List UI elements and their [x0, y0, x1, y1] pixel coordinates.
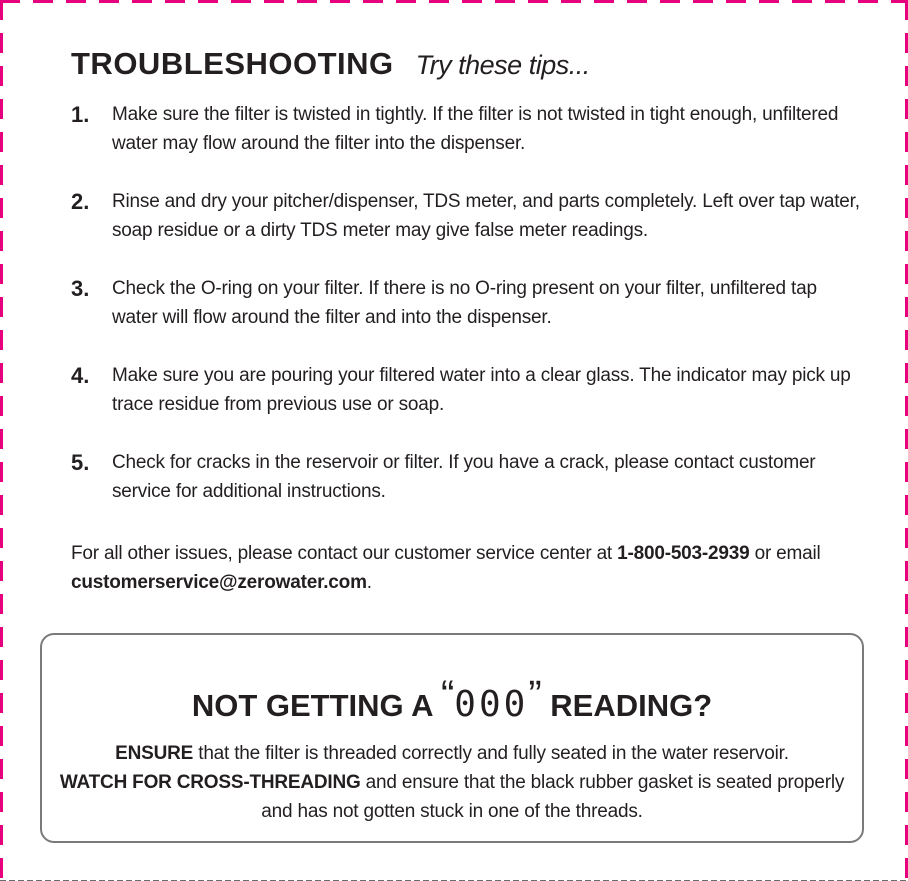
reading-title-after: READING?: [541, 688, 713, 723]
tip-text: Rinse and dry your pitcher/dispenser, TDS meter, and parts completely. Left over tap water, soap residue or a dirty TDS meter may give false meter readings.: [112, 191, 860, 241]
contact-paragraph: [71, 539, 871, 597]
tip-number: 1.: [71, 102, 90, 127]
reading-title-before: NOT GETTING A: [191, 688, 441, 723]
reading-instructions: [42, 739, 862, 826]
watch-label: WATCH FOR CROSS-THREADING: [59, 772, 361, 793]
tip-text: Make sure the filter is twisted in tightly. If the filter is not twisted in tight enough, unfiltered water may flow around the filter into the dispenser.: [112, 104, 839, 154]
tip-text: Check for cracks in the reservoir or filter. If you have a crack, please contact customer service for additional instructions.: [112, 452, 816, 502]
open-quote: “: [440, 673, 455, 717]
tip-item: [71, 187, 861, 274]
tips-list: [71, 100, 861, 535]
ensure-text: that the filter is threaded correctly and fully seated in the water reservoir.: [193, 743, 789, 764]
contact-intro: For all other issues, please contact our customer service center at: [71, 543, 618, 564]
cut-line-left: [0, 0, 3, 881]
close-quote: ”: [528, 673, 542, 717]
watch-text: and ensure that the black rubber gasket is seated properly and has not gotten stuck in one of the threads.: [261, 772, 845, 822]
tip-item: [71, 448, 861, 535]
tip-number: 5.: [71, 450, 90, 475]
contact-middle: or email: [749, 543, 821, 564]
digital-readout: 000: [454, 684, 529, 725]
email-address: customerservice@zerowater.com: [71, 572, 367, 593]
phone-number: 1-800-503-2939: [617, 543, 750, 564]
tip-item: [71, 361, 861, 448]
ensure-label: ENSURE: [115, 743, 194, 764]
troubleshooting-heading: [71, 46, 590, 82]
heading-title: TROUBLESHOOTING: [71, 46, 394, 81]
heading-subtitle: Try these tips...: [415, 50, 590, 80]
tip-item: [71, 100, 861, 187]
tip-item: [71, 274, 861, 361]
cut-line-top: [0, 0, 908, 3]
tip-text: Make sure you are pouring your filtered water into a clear glass. The indicator may pick up trace residue from previous use or soap.: [112, 365, 851, 415]
contact-end: .: [366, 572, 372, 593]
tip-number: 3.: [71, 276, 90, 301]
reading-callout-box: [40, 633, 864, 843]
tip-number: 4.: [71, 363, 90, 388]
tip-number: 2.: [71, 189, 90, 214]
tip-text: Check the O-ring on your filter. If there is no O-ring present on your filter, unfiltered tap water will flow around the filter and into the dispenser.: [112, 278, 817, 328]
reading-title: [42, 673, 862, 725]
